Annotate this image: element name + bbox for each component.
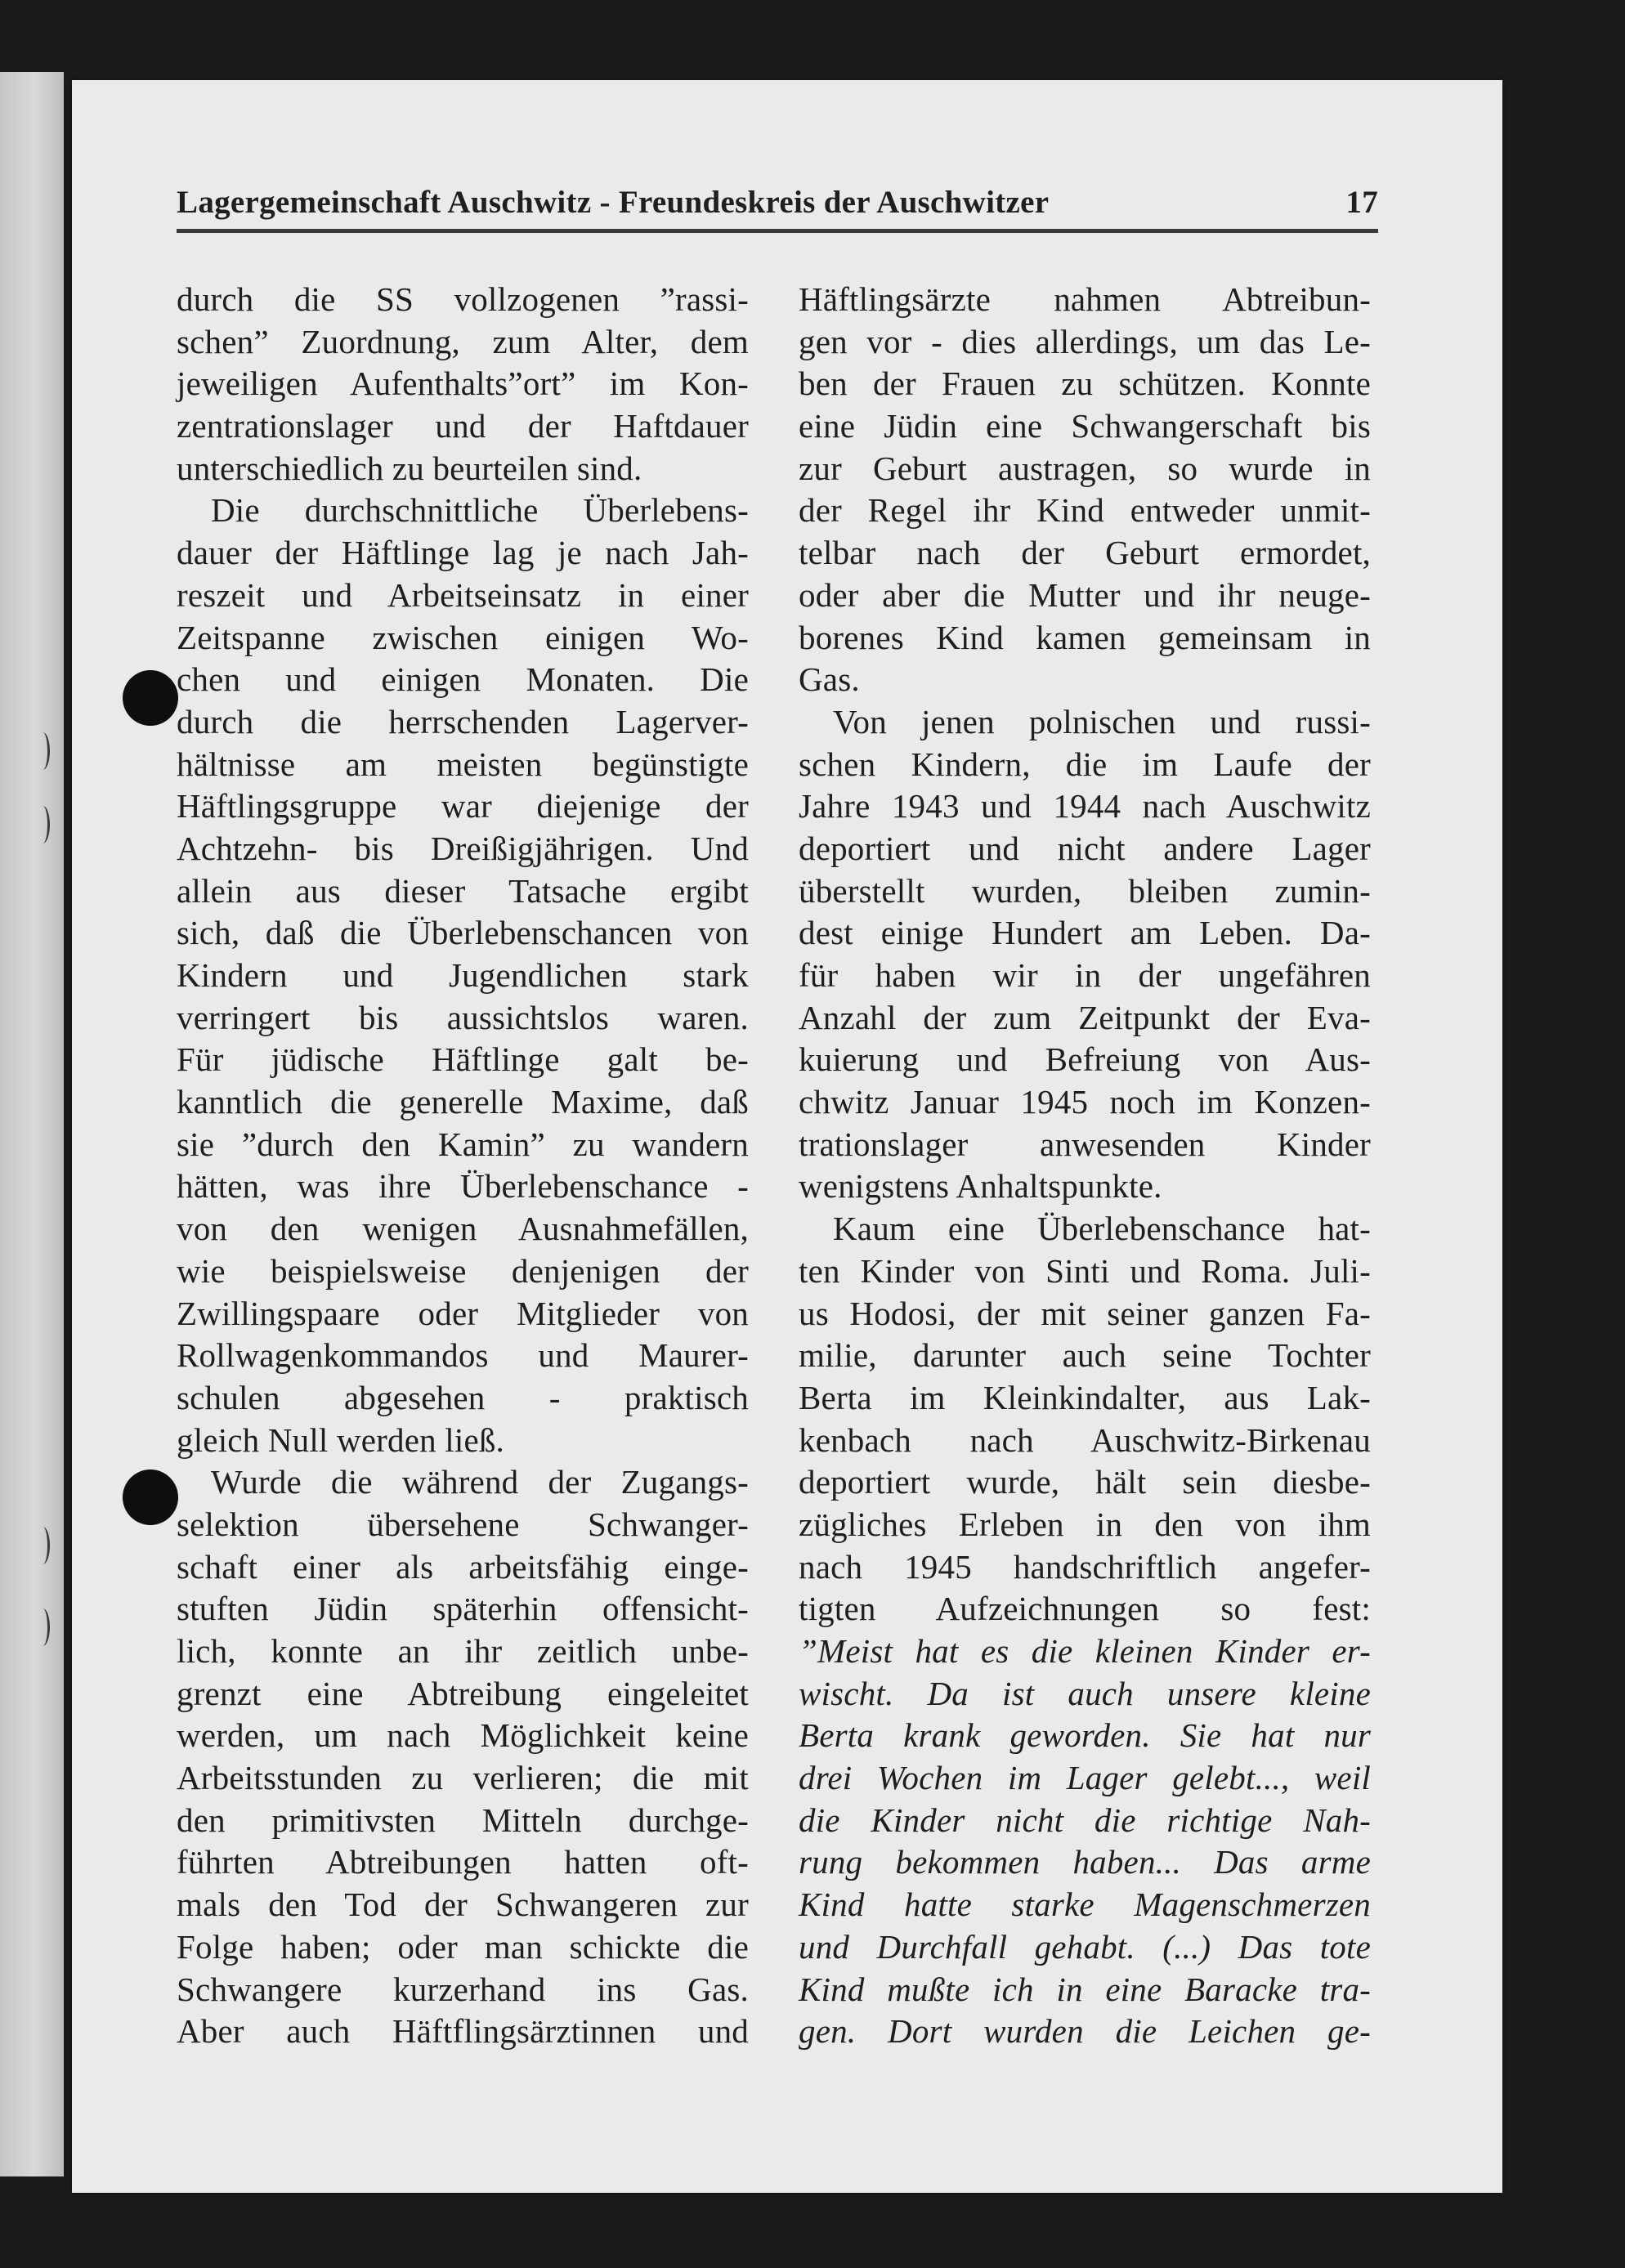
text-line: milie, darunter auch seine Tochter	[799, 1336, 1371, 1375]
running-header	[177, 178, 1378, 233]
text-line: Folge haben; oder man schickte die	[177, 1927, 749, 1966]
text-line: von den wenigen Ausnahmefällen,	[177, 1210, 749, 1248]
text-line: lich, konnte an ihr zeitlich unbe-	[177, 1632, 749, 1670]
text-line: schen Kindern, die im Laufe der	[799, 745, 1371, 783]
text-line: us Hodosi, der mit seiner ganzen Fa-	[799, 1294, 1371, 1332]
text-line: für haben wir in der ungefähren	[799, 956, 1371, 994]
text-line: hätten, was ihre Überlebenschance -	[177, 1167, 749, 1206]
text-line: tigten Aufzeichnungen so fest:	[799, 1590, 1371, 1628]
text-line: gen vor - dies allerdings, um das Le-	[799, 322, 1371, 360]
text-line: überstellt wurden, bleiben zumin-	[799, 871, 1371, 910]
text-line: und Durchfall gehabt. (...) Das tote	[799, 1927, 1371, 1966]
text-line: zentrationslager und der Haftdauer	[177, 407, 749, 445]
text-line: wie beispielsweise denjenigen der	[177, 1251, 749, 1290]
text-line: hältnisse am meisten begünstigte	[177, 745, 749, 783]
text-line: Kindern und Jugendlichen stark	[177, 956, 749, 994]
document-page	[72, 80, 1502, 2193]
text-line: Zwillingspaare oder Mitglieder von	[177, 1294, 749, 1332]
text-line: unterschiedlich zu beurteilen sind.	[177, 449, 642, 487]
text-line: schulen abgesehen - praktisch	[177, 1378, 749, 1416]
text-line: sie ”durch den Kamin” zu wandern	[177, 1125, 749, 1163]
text-line: oder aber die Mutter und ihr neuge-	[799, 575, 1371, 614]
text-line: kanntlich die generelle Maxime, daß	[177, 1083, 749, 1121]
text-line: Zeitspanne zwischen einigen Wo-	[177, 618, 749, 656]
binding-mark	[36, 1527, 50, 1564]
text-line: Für jüdische Häftlinge galt be-	[177, 1040, 749, 1079]
text-line: kenbach nach Auschwitz-Birkenau	[799, 1420, 1371, 1459]
page-number: 17	[1345, 185, 1378, 220]
text-line: Aber auch Häftflingsärztinnen und	[177, 2012, 749, 2051]
left-text-column	[177, 279, 749, 2053]
text-line: wischt. Da ist auch unsere kleine	[799, 1674, 1371, 1712]
text-line: Häftlingsgruppe war diejenige der	[177, 787, 749, 825]
text-line: Die durchschnittliche Überlebens-	[211, 491, 749, 530]
text-line: schaft einer als arbeitsfähig einge-	[177, 1547, 749, 1586]
text-line: durch die herrschenden Lagerver-	[177, 702, 749, 740]
text-line: Kind mußte ich in eine Baracke tra-	[799, 1970, 1371, 2008]
binding-mark	[36, 806, 50, 843]
text-line: Von jenen polnischen und russi-	[833, 702, 1371, 740]
text-line: Berta krank geworden. Sie hat nur	[799, 1716, 1371, 1755]
text-line: Anzahl der zum Zeitpunkt der Eva-	[799, 998, 1371, 1036]
text-line: Schwangere kurzerhand ins Gas.	[177, 1970, 749, 2008]
text-line: Achtzehn- bis Dreißigjährigen. Und	[177, 829, 749, 867]
text-line: chwitz Januar 1945 noch im Konzen-	[799, 1083, 1371, 1121]
text-line: selektion übersehene Schwanger-	[177, 1505, 749, 1543]
text-line: nach 1945 handschriftlich angefer-	[799, 1547, 1371, 1586]
text-line: ”Meist hat es die kleinen Kinder er-	[799, 1632, 1371, 1670]
text-line: stuften Jüdin späterhin offensicht-	[177, 1590, 749, 1628]
text-line: zügliches Erleben in den von ihm	[799, 1505, 1371, 1543]
text-line: Rollwagenkommandos und Maurer-	[177, 1336, 749, 1375]
text-line: trationslager anwesenden Kinder	[799, 1125, 1371, 1163]
text-line: deportiert wurde, hält sein diesbe-	[799, 1463, 1371, 1501]
text-line: borenes Kind kamen gemeinsam in	[799, 618, 1371, 656]
text-line: dauer der Häftlinge lag je nach Jah-	[177, 534, 749, 572]
header-title: Lagergemeinschaft Auschwitz - Freundeskreis der Auschwitzer	[177, 185, 1050, 220]
binding-mark	[36, 732, 50, 770]
text-line: ten Kinder von Sinti und Roma. Juli-	[799, 1251, 1371, 1290]
text-line: mals den Tod der Schwangeren zur	[177, 1886, 749, 1924]
punch-hole	[123, 1470, 178, 1525]
text-line: gen. Dort wurden die Leichen ge-	[799, 2012, 1371, 2051]
text-line: führten Abtreibungen hatten oft-	[177, 1843, 749, 1881]
text-line: allein aus dieser Tatsache ergibt	[177, 871, 749, 910]
text-line: ben der Frauen zu schützen. Konnte	[799, 365, 1371, 403]
text-line: Häftlingsärzte nahmen Abtreibun-	[799, 280, 1371, 318]
text-line: wenigstens Anhaltspunkte.	[799, 1167, 1162, 1206]
text-line: deportiert und nicht andere Lager	[799, 829, 1371, 867]
text-line: Gas.	[799, 660, 860, 699]
right-text-column	[799, 279, 1371, 2053]
text-line: schen” Zuordnung, zum Alter, dem	[177, 322, 749, 360]
text-line: rung bekommen haben... Das arme	[799, 1843, 1371, 1881]
text-line: drei Wochen im Lager gelebt..., weil	[799, 1759, 1371, 1797]
text-line: zur Geburt austragen, so wurde in	[799, 449, 1371, 487]
text-line: kuierung und Befreiung von Aus-	[799, 1040, 1371, 1079]
text-line: dest einige Hundert am Leben. Da-	[799, 914, 1371, 952]
text-line: sich, daß die Überlebenschancen von	[177, 914, 749, 952]
text-line: Arbeitsstunden zu verlieren; die mit	[177, 1759, 749, 1797]
text-line: eine Jüdin eine Schwangerschaft bis	[799, 407, 1371, 445]
text-line: den primitivsten Mitteln durchge-	[177, 1801, 749, 1839]
text-line: Kind hatte starke Magenschmerzen	[799, 1886, 1371, 1924]
text-line: gleich Null werden ließ.	[177, 1420, 505, 1459]
previous-page-edge	[0, 72, 64, 2176]
text-line: Kaum eine Überlebenschance hat-	[833, 1210, 1371, 1248]
text-line: durch die SS vollzogenen ”rassi-	[177, 280, 749, 318]
binding-mark	[36, 1608, 50, 1646]
text-line: reszeit und Arbeitseinsatz in einer	[177, 575, 749, 614]
text-line: verringert bis aussichtslos waren.	[177, 998, 749, 1036]
text-line: chen und einigen Monaten. Die	[177, 660, 749, 699]
punch-hole	[123, 670, 178, 726]
text-line: die Kinder nicht die richtige Nah-	[799, 1801, 1371, 1839]
text-line: telbar nach der Geburt ermordet,	[799, 534, 1371, 572]
text-line: jeweiligen Aufenthalts”ort” im Kon-	[177, 365, 749, 403]
text-line: Berta im Kleinkindalter, aus Lak-	[799, 1378, 1371, 1416]
text-line: Wurde die während der Zugangs-	[211, 1463, 749, 1501]
text-line: werden, um nach Möglichkeit keine	[177, 1716, 749, 1755]
text-line: grenzt eine Abtreibung eingeleitet	[177, 1674, 749, 1712]
text-line: der Regel ihr Kind entweder unmit-	[799, 491, 1371, 530]
text-line: Jahre 1943 und 1944 nach Auschwitz	[799, 787, 1371, 825]
